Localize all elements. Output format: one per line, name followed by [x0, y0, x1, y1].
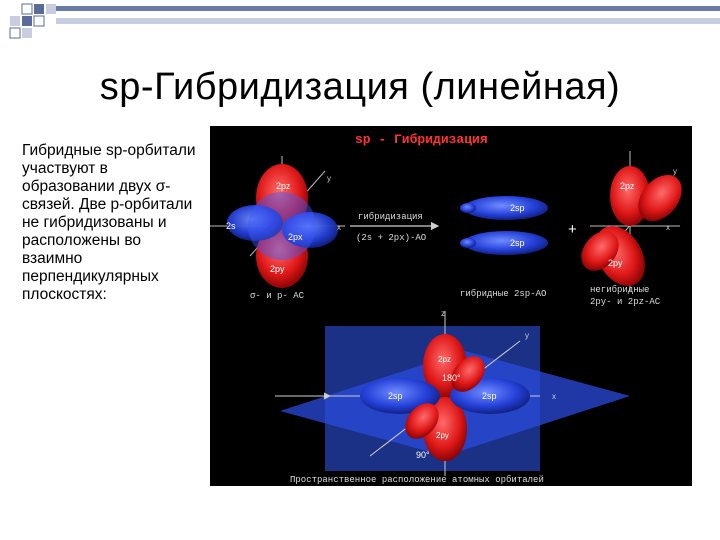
axis-x-left: x — [337, 223, 341, 232]
label-2py-right: 2py — [608, 258, 623, 268]
angle-90-label: 90° — [416, 450, 430, 460]
label-2sp-lower: 2sp — [510, 238, 525, 248]
label-2sp-right-bottom: 2sp — [482, 391, 497, 401]
sp-hybridization-figure — [210, 126, 692, 486]
label-2py-bottom: 2py — [436, 431, 449, 440]
body-paragraph: Гибридные sp-орбитали участвуют в образовании двух σ-связей. Две p-орбитали не гибридизованы и расположены во взаимно перпендикулярных плоскостях: — [22, 142, 196, 303]
label-2pz-bottom: 2pz — [438, 355, 451, 364]
right-caption-2: 2py- и 2pz-AC — [590, 297, 661, 307]
axis-y-left: y — [327, 174, 331, 183]
bottom-caption: Пространственное расположение атомных орбиталей — [290, 475, 544, 485]
label-2s: 2s — [226, 221, 236, 231]
arrow-label: гибридизация — [358, 212, 423, 222]
middle-caption: гибридные 2sp-AO — [460, 289, 547, 299]
left-caption: σ- и p- AC — [250, 291, 305, 301]
axis-x-bottom: x — [552, 392, 556, 401]
right-caption-1: негибридные — [590, 285, 650, 295]
label-2sp-left-bottom: 2sp — [388, 391, 403, 401]
hybrid-2sp-orbitals — [460, 196, 548, 255]
axis-y-right: y — [673, 167, 677, 176]
plus-sign: + — [568, 221, 577, 238]
corner-decoration — [0, 0, 720, 60]
angle-180-label: 180° — [442, 373, 461, 383]
label-2py-left: 2py — [270, 264, 285, 274]
label-2sp-upper: 2sp — [510, 203, 525, 213]
arrow-formula: (2s + 2px)-AO — [356, 233, 427, 243]
figure-header: sp - Гибридизация — [355, 132, 488, 147]
axis-x-right: x — [666, 223, 670, 232]
label-2pz-left: 2pz — [276, 181, 291, 191]
label-2pz-right: 2pz — [620, 181, 635, 191]
label-2px: 2px — [288, 232, 303, 242]
axis-y-bottom: y — [525, 331, 529, 340]
slide-title: sp-Гибридизация (линейная) — [99, 66, 621, 108]
axis-z-bottom: z — [441, 309, 445, 318]
